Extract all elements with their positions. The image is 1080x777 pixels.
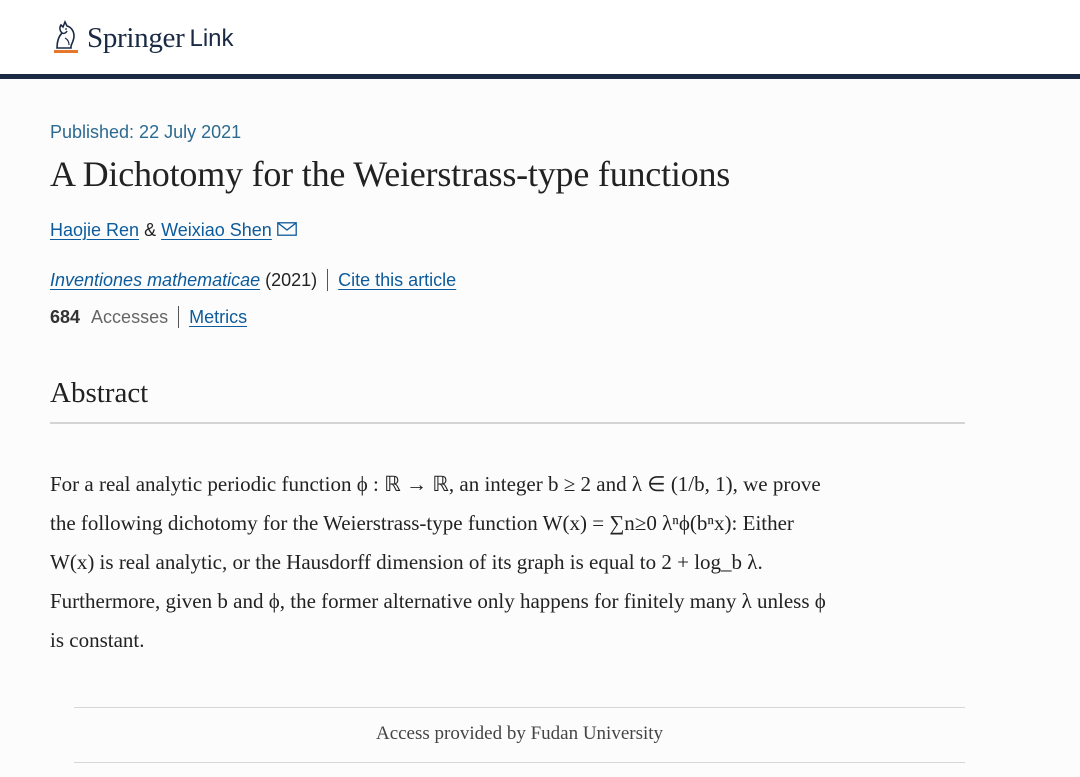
article-main <box>0 79 1080 777</box>
abstract-text <box>50 465 965 660</box>
author-link-ren[interactable]: Haojie Ren <box>50 220 140 240</box>
abstract-line: Furthermore, given b and ϕ, the former alternative only happens for finitely many λ unless ϕ <box>50 589 826 613</box>
access-provided-note: Access provided by Fudan University <box>375 723 664 744</box>
author-separator: & <box>144 220 157 240</box>
abstract-divider <box>50 422 965 424</box>
springer-link-logo[interactable] <box>49 18 234 56</box>
accesses-label: Accesses <box>91 306 169 327</box>
access-divider-top <box>74 707 965 708</box>
separator <box>327 269 328 291</box>
abstract-line: is constant. <box>50 628 145 652</box>
site-header <box>0 0 1080 76</box>
metrics-line <box>50 306 247 328</box>
abstract-line: the following dichotomy for the Weierstrass-type function W(x) = ∑n≥0 λⁿϕ(bⁿx): Either <box>50 511 794 535</box>
horse-chess-knight-icon <box>49 18 81 56</box>
author-list <box>50 220 297 241</box>
cite-this-article-link[interactable]: Cite this article <box>338 269 457 290</box>
journal-link[interactable]: Inventiones mathematicae <box>50 269 261 290</box>
journal-year: (2021) <box>265 269 318 290</box>
article-title: A Dichotomy for the Weierstrass-type functions <box>50 154 731 194</box>
author-link-shen[interactable]: Weixiao Shen <box>161 220 272 240</box>
access-divider-bottom <box>74 762 965 763</box>
published-date: Published: 22 July 2021 <box>50 122 242 142</box>
brand-suffix: Link <box>189 25 234 52</box>
abstract-heading: Abstract <box>50 377 149 409</box>
accesses-count: 684 <box>50 306 81 327</box>
brand-name: Springer <box>87 22 185 54</box>
mail-icon[interactable] <box>277 222 297 236</box>
abstract-line: For a real analytic periodic function ϕ : ℝ → ℝ, an integer b ≥ 2 and λ ∈ (1/b, 1), we prove <box>50 472 821 496</box>
separator <box>178 306 179 328</box>
journal-citation-line <box>50 269 456 291</box>
metrics-link[interactable]: Metrics <box>189 306 248 327</box>
abstract-line: W(x) is real analytic, or the Hausdorff dimension of its graph is equal to 2 + log_b λ. <box>50 550 763 574</box>
